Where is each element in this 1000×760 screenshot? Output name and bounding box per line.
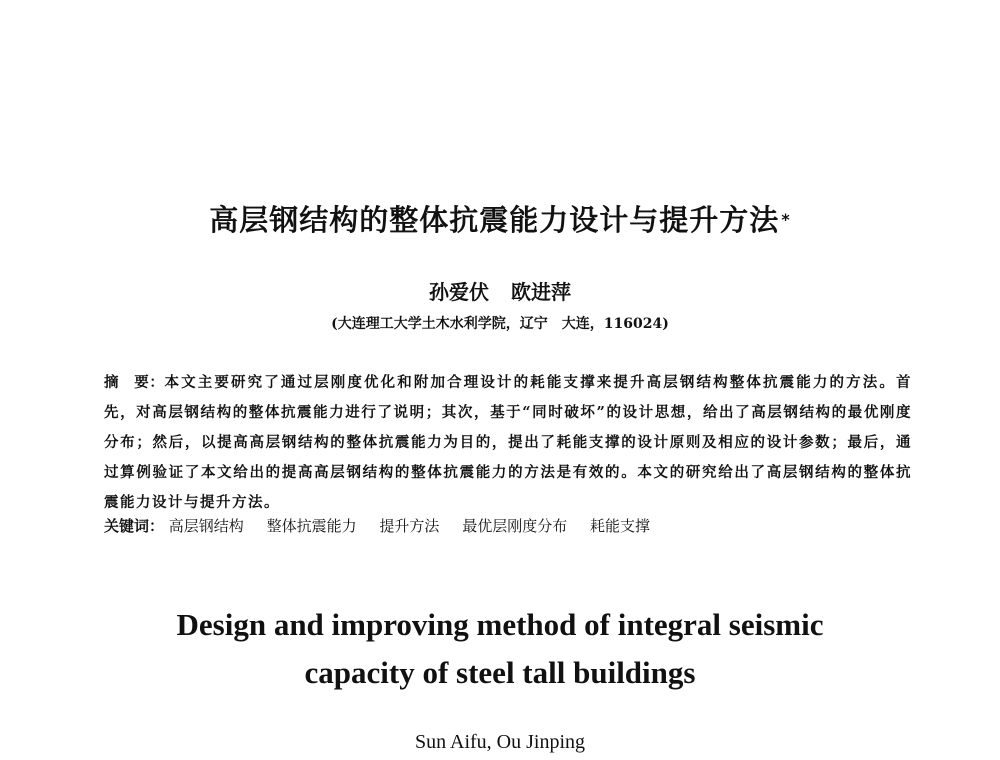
- keyword: 提升方法: [379, 517, 440, 535]
- chinese-abstract: [104, 368, 912, 518]
- keyword: 耗能支撑: [589, 517, 650, 535]
- chinese-authors: [0, 278, 1000, 306]
- abstract-label: 摘 要：: [104, 374, 165, 391]
- english-title-line-1: Design and improving method of integral seismic: [176, 607, 824, 642]
- keyword: 最优层刚度分布: [462, 517, 568, 535]
- footnote-mark: *: [781, 210, 791, 229]
- author-cn-2: 欧进萍: [511, 280, 571, 304]
- chinese-title: [0, 200, 1000, 240]
- keyword: 高层钢结构: [168, 517, 244, 535]
- chinese-title-text: 高层钢结构的整体抗震能力设计与提升方法: [209, 203, 780, 237]
- chinese-affiliation: (大连理工大学土木水利学院，辽宁 大连，116024): [331, 316, 669, 332]
- author-cn-1: 孙爱伏: [429, 280, 489, 304]
- english-authors: Sun Aifu, Ou Jinping: [414, 731, 586, 753]
- english-title-line-2: capacity of steel tall buildings: [304, 655, 696, 690]
- abstract-text: 本文主要研究了通过层刚度优化和附加合理设计的耗能支撑来提升高层钢结构整体抗震能力的方法。首先，对高层钢结构的整体抗震能力进行了说明；其次，基于“同时破坏”的设计思想，给出了高层钢结构的最优刚度分布；然后，以提高高层钢结构的整体抗震能力为目的，提出了耗能支撑的设计原则及相应的设计参数；最后，通过算例验证了本文给出的提高高层钢结构的整体抗震能力的方法是有效的。本文的研究给出了高层钢结构的整体抗震能力设计与提升方法。: [104, 374, 912, 511]
- keyword: 整体抗震能力: [266, 517, 357, 535]
- keywords-line: [104, 512, 912, 540]
- keywords-label: 关键词：: [104, 517, 165, 535]
